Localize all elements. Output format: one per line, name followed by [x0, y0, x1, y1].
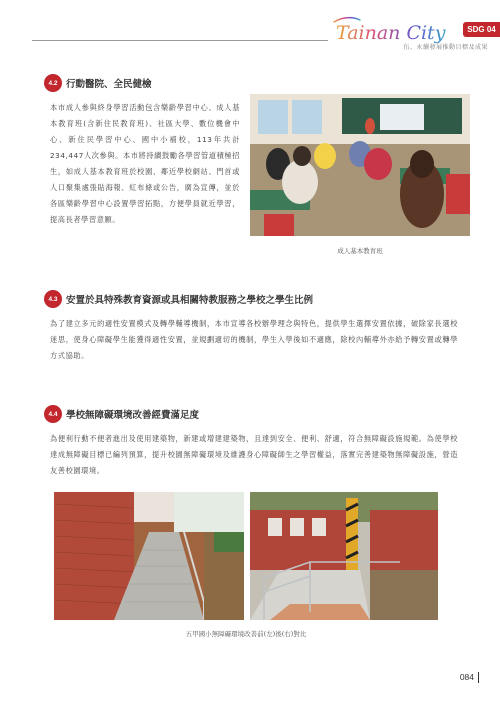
adult-education-class-photo: [250, 94, 470, 236]
section-number-badge: 4.2: [44, 74, 62, 92]
section-body-4-4: 為便利行動不便者進出及使用建築物，新建或增建建築物，且達到安全、便利、舒適，符合無障礙設施規範。為使學校達成無障礙目標已編列預算，提升校園無障礙環境及維護身心障礙師生之學習權益，落實完善建築物無障礙設施，營造友善校園環境。: [50, 434, 458, 475]
svg-text:Tainan City: Tainan City: [336, 22, 446, 44]
header-tagline: 伍、永續發展推動目標及成果: [403, 44, 488, 51]
section-heading-4-4: [44, 405, 199, 423]
page-number-bar: [478, 672, 479, 683]
header-rule: [32, 40, 328, 41]
section-number-badge: 4.3: [44, 290, 62, 308]
section-heading-4-2: [44, 74, 152, 92]
section-title: 行動醫院、全民健檢: [66, 79, 152, 90]
section-title: 安置於具特殊教育資源或具相關特教服務之學校之學生比例: [66, 295, 314, 306]
section-body-4-2: 本市成人參與終身學習活動包含樂齡學習中心、成人基本教育班(含新住民教育班)、社區大學、數位機會中心、新住民學習中心、國中小補校，113年共計234,447人次參與。本市將持續鼓勵各學習管道積極招生，如成人基本教育班於校園、鄰近學校網站、門首或人口聚集處張貼海報、紅布條或公告，廣為宣傳，並於各區樂齡學習中心設置學習拓點，方便學員就近學習，提高長者學習意願。: [50, 103, 240, 224]
section-title: 學校無障礙環境改善經費滿足度: [66, 410, 200, 421]
page-number: 084: [459, 672, 474, 682]
section-number-badge: 4.4: [44, 405, 62, 423]
section-heading-4-3: [44, 290, 313, 308]
accessibility-before-photo: [54, 492, 244, 620]
tainan-city-logo: [330, 12, 462, 46]
section-body-4-3: 為了建立多元的適性安置模式及轉學輔導機制，本市宣導各校辦學理念與特色，提供學生選擇安置依據，破除家長選校迷思，使身心障礙學生能獲得適性安置，並規劃適切的機制，學生入學後如不適應，除校內輔導外亦給予轉安置或轉學方式協助。: [50, 319, 458, 360]
photo-caption: 五甲國小無障礙環境改善前(左)後(右)對比: [185, 630, 307, 638]
sdg-badge: SDG 04: [463, 22, 500, 37]
photo-caption: 成人基本教育班: [337, 247, 383, 255]
accessibility-after-photo: [250, 492, 438, 620]
